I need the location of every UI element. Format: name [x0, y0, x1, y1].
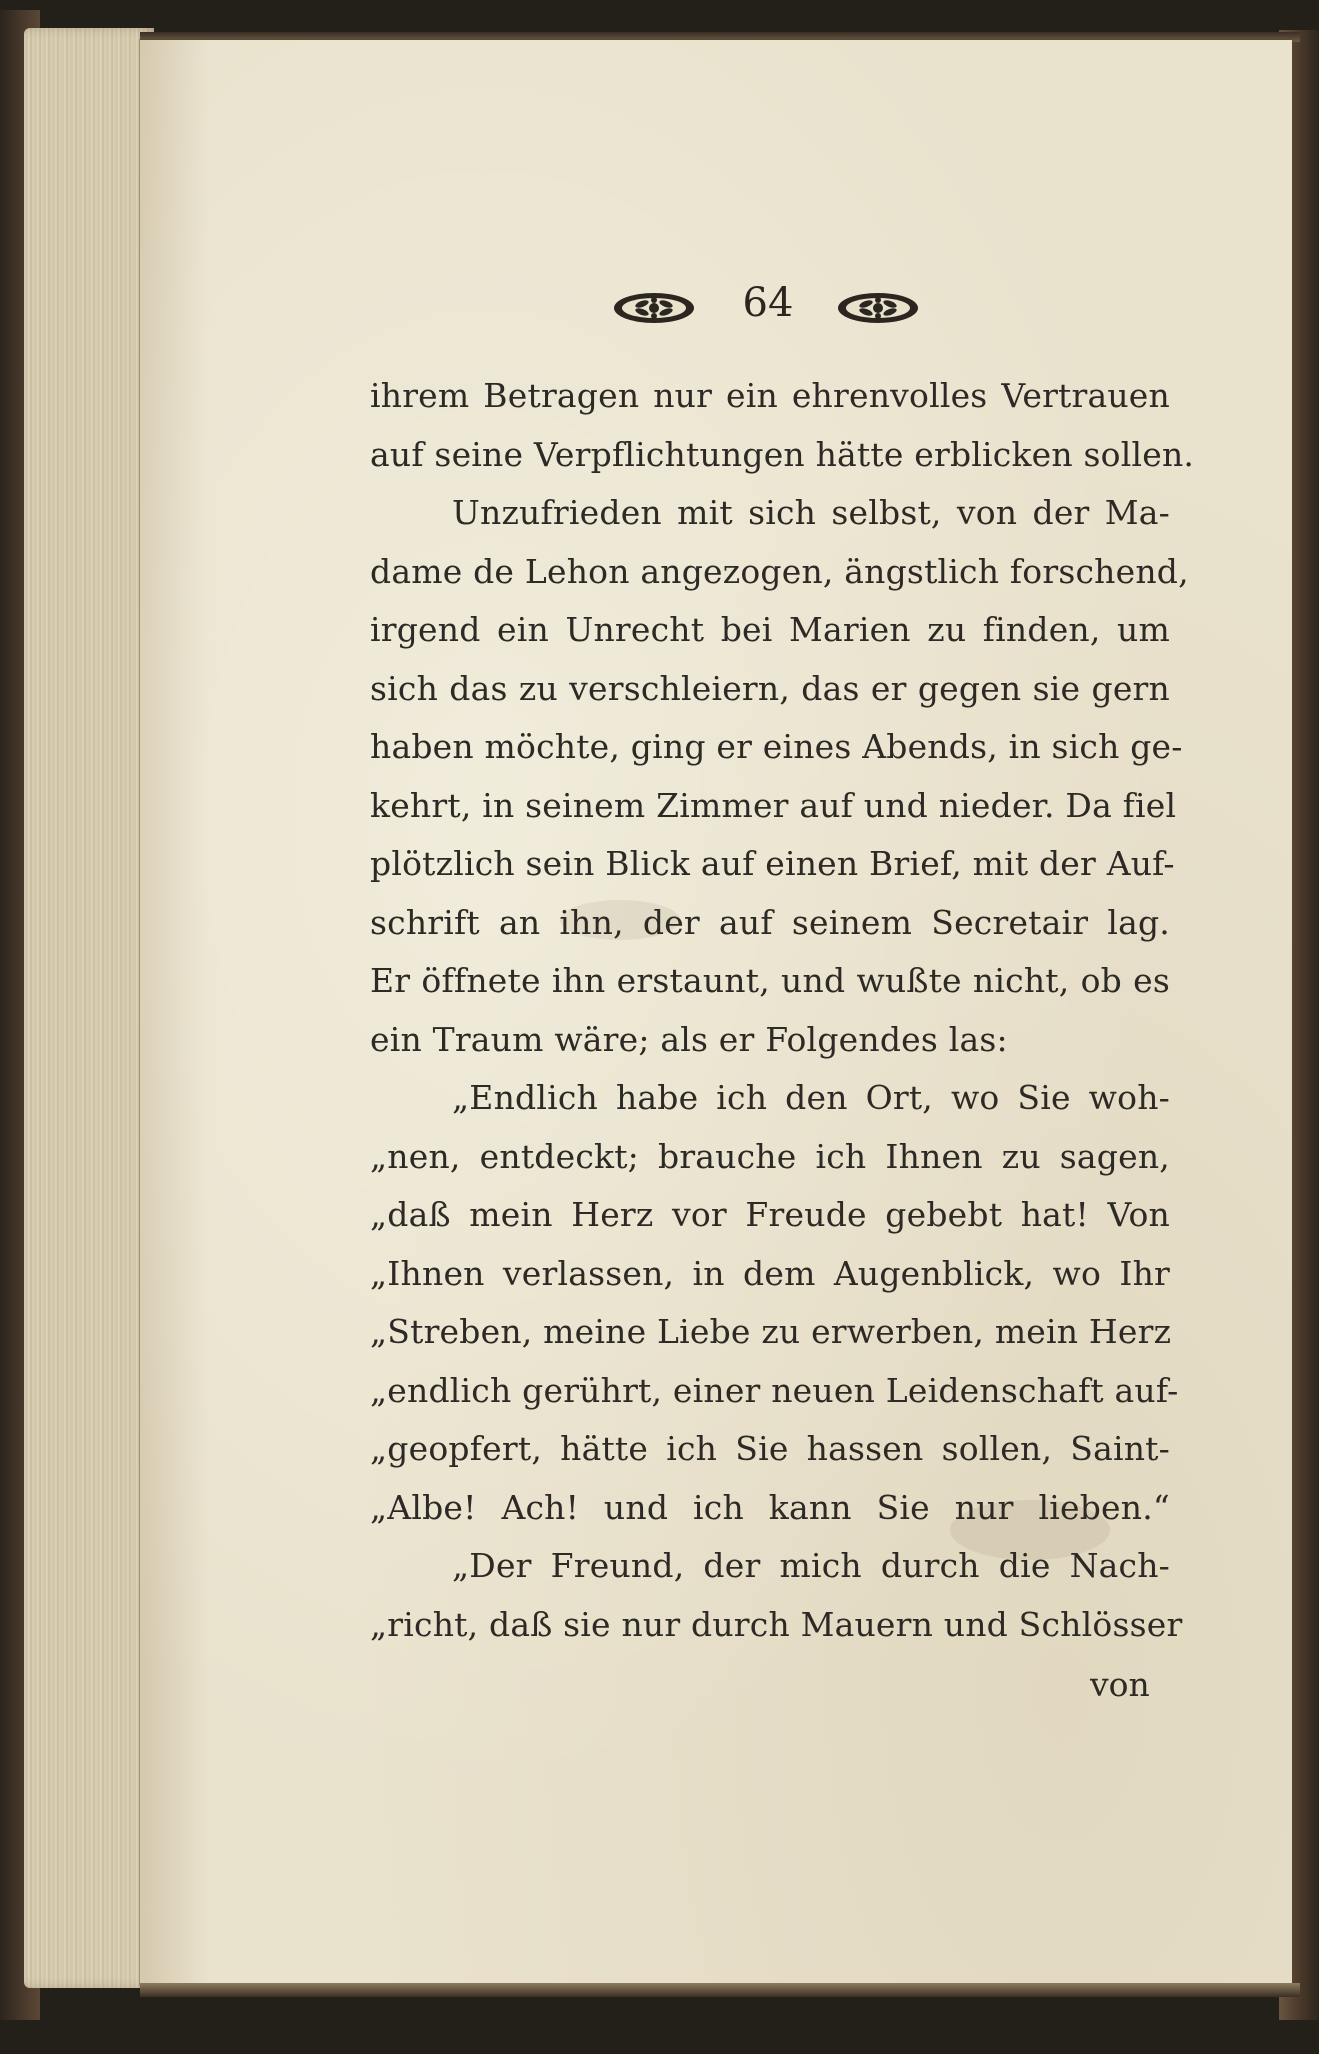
- text-line: Er öffnete ihn erstaunt, und wußte nicht, ob es: [370, 961, 1170, 1000]
- page-header: [600, 280, 930, 340]
- body-text: [370, 367, 1195, 1654]
- text-line: „Endlich habe ich den Ort, wo Sie woh-: [452, 1078, 1170, 1117]
- text-line: irgend ein Unrecht bei Marien zu finden, um: [370, 610, 1170, 649]
- text-line: „endlich gerührt, einer neuen Leidenschaft auf-: [370, 1370, 1179, 1410]
- text-line: sich das zu verschleiern, das er gegen sie gern: [370, 668, 1170, 708]
- text-line: „Ihnen verlassen, in dem Augenblick, wo Ihr: [370, 1253, 1170, 1293]
- text-line: auf seine Verpflichtungen hätte erblicken sollen.: [370, 434, 1195, 474]
- page-edges-left: [24, 28, 154, 1988]
- text-line: ihrem Betragen nur ein ehrenvolles Vertrauen: [370, 376, 1170, 415]
- text-line: „Albe! Ach! und ich kann Sie nur lieben.“: [370, 1487, 1170, 1527]
- text-line: „richt, daß sie nur durch Mauern und Schlösser: [370, 1604, 1183, 1644]
- rosette-ornament-left-icon: [612, 290, 696, 326]
- text-line: „nen, entdeckt; brauche ich Ihnen zu sagen,: [370, 1136, 1170, 1176]
- text-line: schrift an ihn, der auf seinem Secretair lag.: [370, 902, 1170, 942]
- text-line: Unzufrieden mit sich selbst, von der Ma-: [452, 493, 1170, 532]
- text-line: dame de Lehon angezogen, ängstlich forschend,: [370, 551, 1189, 591]
- text-line: ein Traum wäre; als er Folgendes las:: [370, 1019, 1008, 1059]
- text-line: „Streben, meine Liebe zu erwerben, mein Herz: [370, 1312, 1172, 1351]
- text-line: „geopfert, hätte ich Sie hassen sollen, Saint-: [370, 1429, 1170, 1468]
- page-number: 64: [742, 280, 794, 326]
- text-line: kehrt, in seinem Zimmer auf und nieder. Da fiel: [370, 785, 1177, 825]
- text-line: „Der Freund, der mich durch die Nach-: [452, 1546, 1170, 1585]
- text-line: plötzlich sein Blick auf einen Brief, mit der Auf-: [370, 844, 1175, 883]
- text-line: „daß mein Herz vor Freude gebebt hat! Von: [370, 1195, 1170, 1234]
- binding-edge-bottom: [140, 1983, 1300, 1997]
- catchword: von: [1090, 1665, 1150, 1704]
- rosette-ornament-right-icon: [836, 290, 920, 326]
- text-line: haben möchte, ging er eines Abends, in sich ge-: [370, 727, 1183, 766]
